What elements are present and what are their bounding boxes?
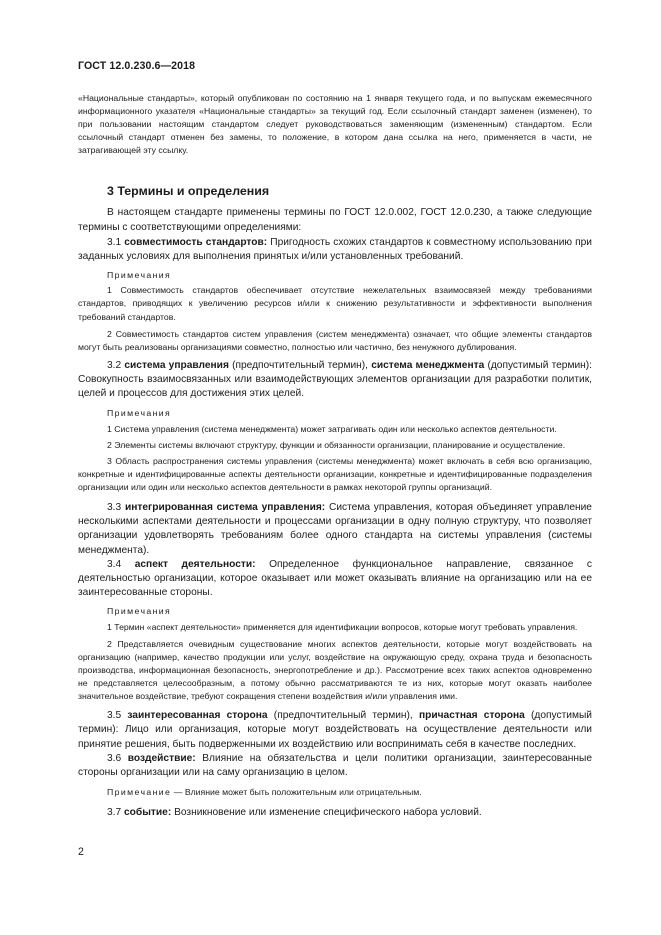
standard-header: ГОСТ 12.0.230.6—2018 — [78, 60, 196, 72]
note-3-4-1: 1 Термин «аспект деятельности» применяется для идентификации вопросов, которые могут требовать управления. — [107, 621, 578, 632]
note-3-1-1: 1 Совместимость стандартов обеспечивает отсутствие нежелательных взаимосвязей между требованиями стандартов, приводящих к увеличению ресурсов и/или к снижению результативности и эффективности выполнения требований стандартов. — [78, 285, 592, 322]
term-name: аспект деятельности: — [134, 558, 256, 570]
note-3-2-2: 2 Элементы системы включают структуру, функции и обязанности организации, планирование и осуществление. — [107, 439, 566, 450]
term-number: 3.1 — [107, 236, 122, 248]
term-3-4 — [78, 558, 592, 601]
notes-label: Примечания — [107, 606, 172, 617]
term-name-alt: причастная сторона — [418, 710, 525, 722]
term-definition: Система управления, которая объединяет управление несколькими аспектами деятельности и процессами организации в одну полную структуру, что позволяет организации удовлетворять требованиям более одного стандарта на системы управления (системы менеджмента). — [78, 502, 592, 556]
note-3-2-1: 1 Система управления (система менеджмента) может затрагивать один или несколько аспектов деятельности. — [107, 423, 557, 434]
term-definition: Влияние на обязательства и цели политики организации, заинтересованные стороны организации или на саму организацию в целом. — [78, 752, 592, 778]
document-body — [78, 92, 592, 820]
term-3-7 — [78, 806, 592, 820]
section-lead: В настоящем стандарте применены термины по ГОСТ 12.0.002, ГОСТ 12.0.230, а также следующие термины с соответствующими определениями: — [78, 207, 592, 233]
notes-label: Примечания — [107, 270, 172, 281]
term-number: 3.3 — [107, 502, 122, 514]
term-3-6 — [78, 752, 592, 780]
notes-label: Примечания — [107, 408, 172, 419]
term-definition: (допустимый термин): Лицо или организация, которые могут воздействовать на осуществление деятельности или принятие решения, быть подверженными их воздействию или воспринимать себя в качестве последних. — [78, 710, 592, 750]
term-definition: Возникновение или изменение специфического набора условий. — [174, 807, 482, 819]
section-title: 3 Термины и определения — [107, 184, 270, 199]
term-name: интегрированная система управления: — [124, 502, 326, 514]
term-3-2 — [78, 359, 592, 402]
term-name: система управления — [124, 359, 229, 371]
term-number: 3.6 — [107, 752, 122, 764]
term-3-3 — [78, 501, 592, 558]
term-number: 3.2 — [107, 359, 122, 371]
term-definition: Определенное функциональное направление, связанное с деятельностью организации, которое оказывает или может оказывать влияние на организацию или на ее заинтересованные стороны. — [78, 558, 593, 599]
term-number: 3.5 — [107, 710, 122, 722]
note-3-2-3: 3 Область распространения системы управления (системы менеджмента) может включать в себя всю организацию, конкретные и идентифицированные аспекты деятельности организации, конкретные и идентифицированные подразделения организации или один или несколько аспектов деятельности в рамках некоторой группы организаций. — [78, 455, 592, 492]
term-definition: Пригодность схожих стандартов к совместному использованию при заданных условиях для выполнения принятых и/или установленных требований. — [78, 236, 593, 263]
note-3-4-2: 2 Представляется очевидным существование многих аспектов деятельности, которые могут воздействовать на организацию (например, качество продукции или услуг, воздействие на окружающую среду, охрана труда и безопасность производства, информационная безопасность, энергопотребление и др.). Рассмотрение всех таких аспектов одновременно не представляется целесообразным, а потому обычно рассматриваются те из них, которые могут оказать наиболее значительное воздействие, требуют сокращения степени воздействия и/или управления ими. — [78, 638, 592, 701]
note-3-1-2: 2 Совместимость стандартов систем управления (систем менеджмента) означает, что общие элементы стандартов могут быть реализованы организациями совместно, полностью или частично, без ненужного дублирования. — [78, 328, 592, 352]
intro-paragraph: «Национальные стандарты», который опубликован по состоянию на 1 января текущего года, и по выпускам ежемесячного информационного указателя «Национальные стандарты» за текущий год. Если ссылочный стандарт заменен (изменен), то при пользовании настоящим стандартом следует руководствоваться заменяющим (измененным) стандартом. Если ссылочный стандарт отменен без замены, то положение, в котором дана ссылка на него, применяется в части, не затрагивающей эту ссылку. — [78, 93, 592, 156]
page-number: 2 — [78, 846, 84, 858]
term-name: событие: — [124, 807, 172, 819]
term-qualifier: (предпочтительный термин), — [273, 710, 413, 722]
term-qualifier: (предпочтительный термин), — [232, 359, 369, 371]
term-3-5 — [78, 709, 592, 752]
term-3-1 — [78, 236, 592, 264]
term-number: 3.4 — [107, 558, 122, 570]
term-definition: (допустимый термин): Совокупность взаимосвязанных или взаимодействующих элементов организации для разработки политик, целей и процессов для достижения этих целей. — [78, 359, 592, 400]
note-label: Примечание — [107, 787, 172, 798]
term-name: воздействие: — [127, 752, 196, 764]
term-name-alt: система менеджмента — [371, 359, 485, 371]
term-number: 3.7 — [107, 807, 122, 819]
note-text: — Влияние может быть положительным или отрицательным. — [173, 787, 422, 798]
term-name: заинтересованная сторона — [127, 710, 268, 722]
term-name: совместимость стандартов: — [124, 236, 268, 248]
note-3-6 — [78, 786, 592, 799]
